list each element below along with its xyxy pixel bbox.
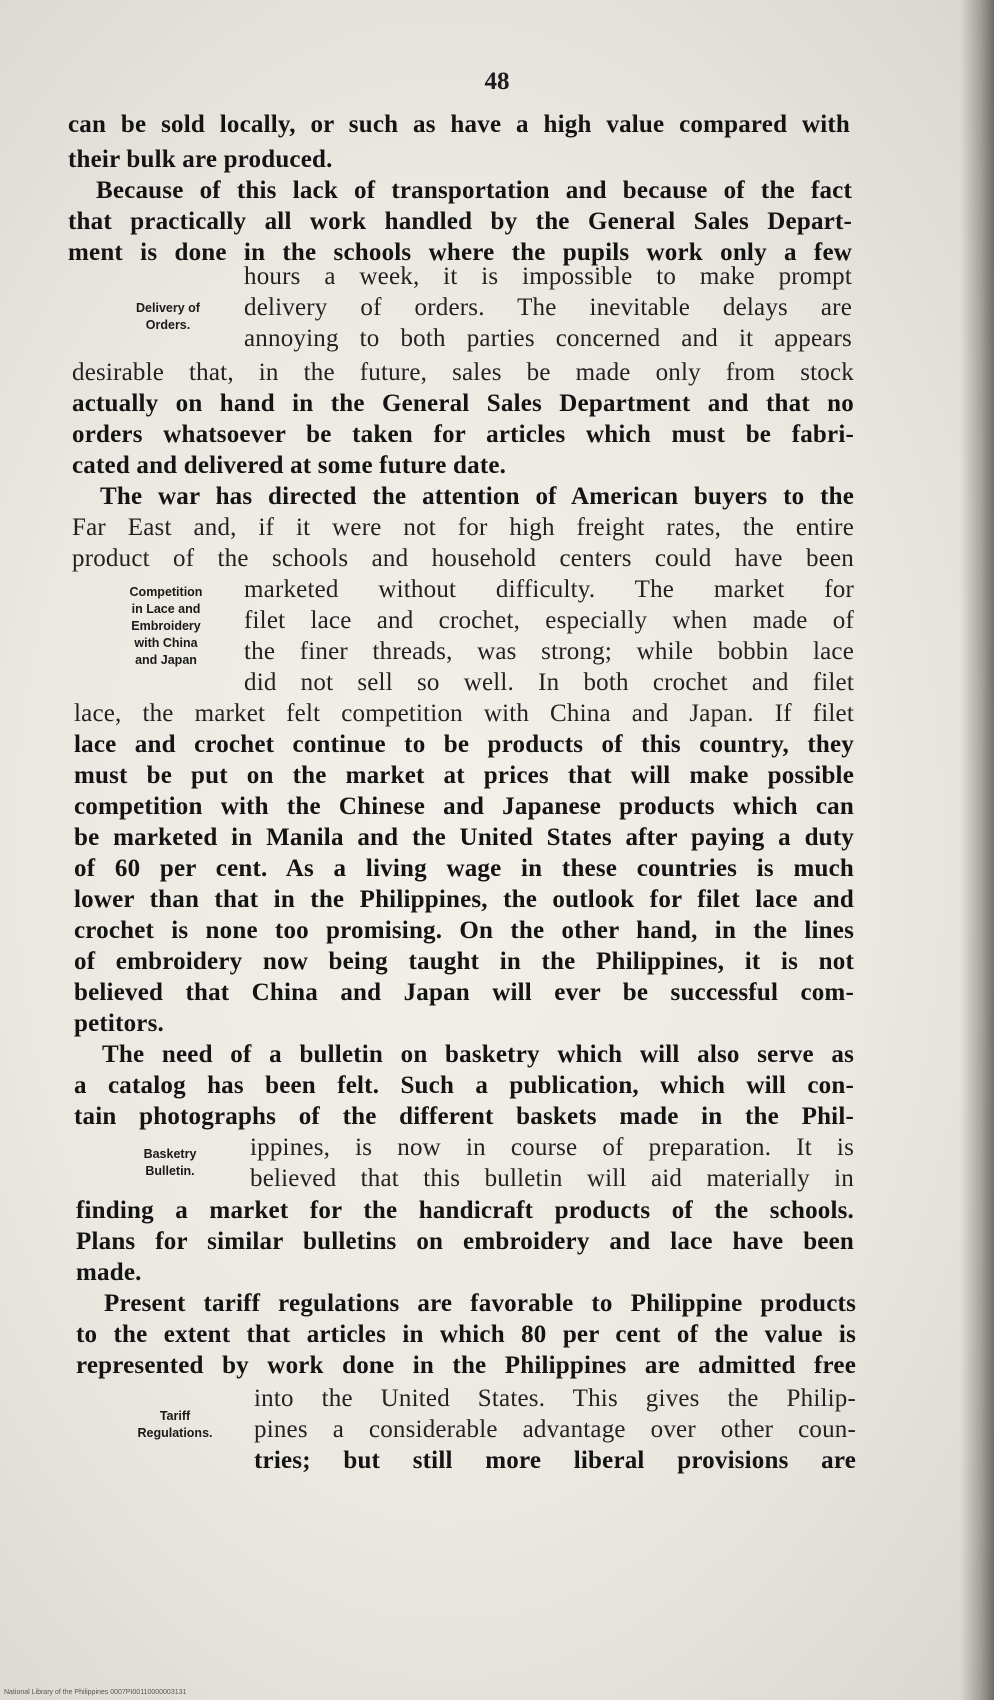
text-line: a catalog has been felt. Such a publication, which will con- — [74, 1072, 854, 1099]
text-line: made. — [76, 1259, 142, 1286]
text-line: desirable that, in the future, sales be made only from stock — [72, 359, 854, 386]
text-line: cated and delivered at some future date. — [72, 452, 507, 479]
text-line: of 60 per cent. As a living wage in these countries is much — [74, 855, 854, 882]
text-line: Present tariff regulations are favorable to Philippine products — [104, 1290, 856, 1317]
side-note-line: Competition — [129, 585, 203, 599]
side-note-delivery — [108, 300, 228, 334]
text-line: Far East and, if it were not for high freight rates, the entire — [72, 514, 854, 541]
text-line: to the extent that articles in which 80 per cent of the value is — [76, 1321, 856, 1348]
side-note-line: and Japan — [135, 653, 197, 667]
text-line: annoying to both parties concerned and it appears — [244, 325, 852, 352]
text-line: believed that China and Japan will ever be successful com- — [74, 979, 854, 1006]
text-line: believed that this bulletin will aid materially in — [250, 1165, 854, 1192]
text-line: product of the schools and household centers could have been — [72, 545, 854, 572]
text-line: represented by work done in the Philippines are admitted free — [76, 1352, 856, 1379]
text-line: must be put on the market at prices that will make possible — [74, 762, 854, 789]
text-line: ment is done in the schools where the pupils work only a few — [68, 239, 852, 266]
text-line: lace and crochet continue to be products of this country, they — [74, 731, 854, 758]
side-note-line: Regulations. — [137, 1426, 213, 1440]
side-note-line: Embroidery — [131, 619, 201, 633]
text-line: crochet is none too promising. On the other hand, in the lines — [74, 917, 854, 944]
side-note-line: Delivery of — [136, 301, 200, 315]
text-line: tain photographs of the different baskets made in the Phil- — [74, 1103, 854, 1130]
text-line: that practically all work handled by the General Sales Depart- — [68, 208, 852, 235]
text-line: The need of a bulletin on basketry which will also serve as — [102, 1041, 854, 1068]
text-line: lace, the market felt competition with China and Japan. If filet — [74, 700, 854, 727]
text-line: of embroidery now being taught in the Philippines, it is not — [74, 948, 854, 975]
side-note-line: with China — [134, 636, 198, 650]
text-line: Because of this lack of transportation and because of the fact — [96, 177, 852, 204]
page-edge-shadow — [960, 0, 994, 1700]
text-line: the finer threads, was strong; while bobbin lace — [244, 638, 854, 665]
text-line: marketed without difficulty. The market for — [244, 576, 854, 603]
text-line: filet lace and crochet, especially when made of — [244, 607, 854, 634]
text-line: finding a market for the handicraft products of the schools. — [76, 1197, 854, 1224]
side-note-tariff — [112, 1408, 238, 1442]
text-line: actually on hand in the General Sales Department and that no — [72, 390, 854, 417]
text-line: petitors. — [74, 1010, 164, 1037]
text-line: into the United States. This gives the Philip- — [254, 1385, 856, 1412]
text-line: be marketed in Manila and the United States after paying a duty — [74, 824, 854, 851]
text-line: hours a week, it is impossible to make prompt — [244, 263, 852, 290]
text-line: The war has directed the attention of American buyers to the — [100, 483, 854, 510]
scan-footer: National Library of the Philippines 0007PI00110000003131 — [4, 1689, 187, 1696]
text-line: delivery of orders. The inevitable delays are — [244, 294, 852, 321]
side-note-competition — [104, 584, 228, 669]
text-line: did not sell so well. In both crochet and filet — [244, 669, 854, 696]
text-line: ippines, is now in course of preparation. It is — [250, 1134, 854, 1161]
side-note-line: Tariff — [159, 1409, 191, 1423]
side-note-line: in Lace and — [131, 602, 201, 616]
text-line: Plans for similar bulletins on embroidery and lace have been — [76, 1228, 854, 1255]
side-note-line: Basketry — [143, 1147, 197, 1161]
text-line: pines a considerable advantage over other coun- — [254, 1416, 856, 1443]
text-line: lower than that in the Philippines, the outlook for filet lace and — [74, 886, 854, 913]
text-line: can be sold locally, or such as have a high value compared with — [68, 111, 850, 138]
text-line: orders whatsoever be taken for articles which must be fabri- — [72, 421, 854, 448]
text-line: tries; but still more liberal provisions are — [254, 1447, 856, 1474]
page-number: 48 — [484, 68, 510, 95]
side-note-basketry — [110, 1146, 230, 1180]
side-note-line: Bulletin. — [145, 1164, 195, 1178]
text-line: competition with the Chinese and Japanese products which can — [74, 793, 854, 820]
text-line: their bulk are produced. — [68, 146, 333, 173]
side-note-line: Orders. — [145, 318, 191, 332]
